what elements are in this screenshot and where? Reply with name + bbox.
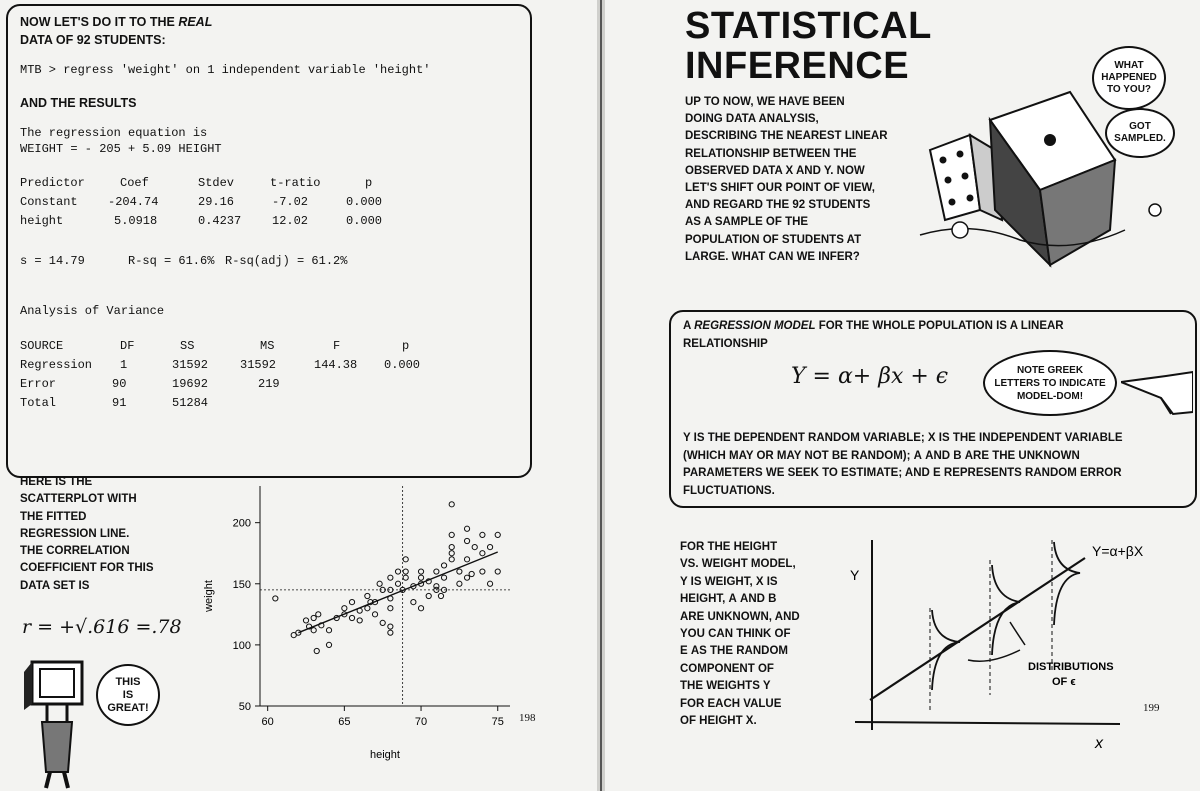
- page-title: [685, 6, 932, 86]
- data-point: [316, 612, 321, 617]
- scatter-caption-line: HERE IS THE: [20, 476, 93, 488]
- data-point: [377, 581, 382, 586]
- data-point: [449, 545, 454, 550]
- page-title-line: INFERENCE: [685, 45, 910, 87]
- data-point: [438, 593, 443, 598]
- data-point: [469, 571, 474, 576]
- coef-table: [20, 176, 520, 236]
- anova-row-error-ms: 219: [258, 377, 280, 391]
- x-tick-label: 65: [338, 716, 351, 728]
- note-greek-bubble: [983, 350, 1117, 416]
- anova-header-ss: SS: [180, 339, 195, 353]
- data-point: [388, 624, 393, 629]
- coef-row-height-name: height: [20, 214, 64, 228]
- correlation-formula: r = +√.616 =.78: [22, 616, 182, 638]
- regression-eq: WEIGHT = - 205 + 5.09 HEIGHT: [20, 142, 222, 156]
- data-point: [365, 593, 370, 598]
- intro-line1-prefix: NOW LET'S DO IT TO THE: [20, 15, 175, 29]
- data-point: [326, 642, 331, 647]
- model-intro-emph: REGRESSION MODEL: [694, 320, 816, 332]
- data-point: [342, 606, 347, 611]
- bubble-line: GREAT!: [107, 701, 149, 714]
- anova-row-regression-f: 144.38: [314, 358, 358, 372]
- data-point: [457, 569, 462, 574]
- data-point: [403, 569, 408, 574]
- data-point: [349, 600, 354, 605]
- anova-header-p: p: [402, 339, 410, 353]
- results-label: AND THE RESULTS: [20, 96, 137, 110]
- diagram-dist-label-1: DISTRIBUTIONS: [1028, 661, 1114, 673]
- data-point: [380, 620, 385, 625]
- anova-title: Analysis of Variance: [20, 304, 165, 318]
- data-point: [449, 532, 454, 537]
- intro-line: DOING DATA ANALYSIS,: [685, 113, 819, 126]
- model-description: [683, 430, 1123, 500]
- diagram-y-label: Y: [850, 567, 860, 583]
- coef-row-height-tratio: 12.02: [272, 214, 309, 228]
- data-point: [464, 538, 469, 543]
- bubble-line: GOT: [1129, 121, 1151, 132]
- what-happened-bubble: [1092, 46, 1166, 110]
- x-tick-label: 75: [491, 716, 504, 728]
- model-desc-line: (WHICH MAY OR MAY NOT BE RANDOM); Α AND Β ARE THE UNKNOWN: [683, 449, 1080, 462]
- regression-eq-label: The regression equation is: [20, 126, 208, 140]
- book-gutter: [597, 0, 605, 791]
- data-point: [480, 569, 485, 574]
- fit-stat-s: s = 14.79: [20, 254, 85, 268]
- coef-header-predictor: Predictor: [20, 176, 85, 190]
- data-point: [480, 532, 485, 537]
- scatter-caption-line: REGRESSION LINE.: [20, 527, 130, 540]
- data-point: [357, 618, 362, 623]
- data-point: [495, 532, 500, 537]
- coef-row-height-coef: 5.0918: [114, 214, 158, 228]
- intro-line: POPULATION OF STUDENTS AT: [685, 233, 862, 246]
- anova-row-error-ss: 19692: [172, 377, 209, 391]
- intro-line1-emph: REAL: [178, 15, 213, 29]
- anova-row-regression-p: 0.000: [384, 358, 421, 372]
- model-diagram: [830, 530, 1160, 760]
- this-is-great-bubble: [96, 664, 160, 726]
- data-point: [388, 606, 393, 611]
- data-point: [388, 596, 393, 601]
- data-point: [395, 569, 400, 574]
- bottom-line: OF HEIGHT X.: [680, 715, 757, 728]
- coef-header-p: p: [365, 176, 373, 190]
- model-desc-line: FLUCTUATIONS.: [683, 484, 775, 497]
- fit-stat-rsq-adj: R-sq(adj) = 61.2%: [225, 254, 348, 268]
- coef-header-coef: Coef: [120, 176, 149, 190]
- coef-header-tratio: t-ratio: [270, 176, 321, 190]
- data-point: [426, 593, 431, 598]
- regression-model-box: [669, 310, 1197, 508]
- pointing-hand-illustration: [1121, 352, 1193, 422]
- data-point: [388, 630, 393, 635]
- anova-header-f: F: [333, 339, 341, 353]
- bottom-line: COMPONENT OF: [680, 662, 774, 675]
- scatter-caption: [20, 474, 154, 595]
- intro-line: OBSERVED DATA X AND Y. NOW: [685, 164, 865, 177]
- data-point: [449, 557, 454, 562]
- bottom-line: VS. WEIGHT MODEL,: [680, 558, 796, 571]
- coef-row-constant-tratio: -7.02: [272, 195, 309, 209]
- scatter-caption-line: THE CORRELATION: [20, 545, 130, 558]
- intro-line: UP TO NOW, WE HAVE BEEN: [685, 96, 845, 108]
- bottom-line: YOU CAN THINK OF: [680, 628, 791, 641]
- data-point: [273, 596, 278, 601]
- anova-row-total-df: 91: [112, 396, 127, 410]
- data-point: [388, 575, 393, 580]
- bubble-line: LETTERS TO INDICATE: [994, 377, 1106, 389]
- bottom-line: HEIGHT, Α AND Β: [680, 593, 777, 606]
- model-formula: Y = α+ βx + ϵ: [791, 364, 949, 389]
- data-point: [314, 648, 319, 653]
- computer-character-illustration: [22, 652, 102, 791]
- intro-line2: DATA OF 92 STUDENTS:: [20, 32, 166, 47]
- data-point: [449, 551, 454, 556]
- data-point: [303, 618, 308, 623]
- data-point: [487, 545, 492, 550]
- intro-line: AND REGARD THE 92 STUDENTS: [685, 199, 871, 212]
- intro-line: AS A SAMPLE OF THE: [685, 216, 809, 229]
- coef-row-constant-coef: -204.74: [108, 195, 159, 209]
- coef-header-stdev: Stdev: [198, 176, 235, 190]
- data-point: [326, 628, 331, 633]
- model-intro-prefix: A: [683, 320, 691, 332]
- data-point: [472, 545, 477, 550]
- bubble-line: WHAT: [1114, 60, 1144, 71]
- data-point: [311, 628, 316, 633]
- got-sampled-bubble: [1105, 108, 1175, 158]
- mtb-command: MTB > regress 'weight' on 1 independent variable 'height': [20, 63, 431, 77]
- data-point: [449, 502, 454, 507]
- data-point: [418, 569, 423, 574]
- data-point: [495, 569, 500, 574]
- y-tick-label: 100: [232, 639, 251, 652]
- scatter-caption-line: DATA SET IS: [20, 579, 90, 592]
- intro-line: DESCRIBING THE NEAREST LINEAR: [685, 130, 888, 143]
- anova-row-regression-ss: 31592: [172, 358, 209, 372]
- y-tick-label: 150: [232, 578, 251, 591]
- coef-row-height-stdev: 0.4237: [198, 214, 242, 228]
- anova-header-df: DF: [120, 339, 135, 353]
- anova-row-total-ss: 51284: [172, 396, 209, 410]
- intro-line: RELATIONSHIP BETWEEN THE: [685, 147, 857, 160]
- data-point: [311, 615, 316, 620]
- regression-line: [298, 552, 497, 633]
- bottom-line: Ε AS THE RANDOM: [680, 645, 788, 658]
- y-tick-label: 50: [238, 701, 251, 713]
- data-point: [403, 557, 408, 562]
- data-point: [441, 575, 446, 580]
- data-point: [457, 581, 462, 586]
- bottom-line: ARE UNKNOWN, AND: [680, 610, 800, 623]
- x-axis-label: height: [370, 749, 400, 761]
- y-tick-label: 200: [232, 517, 251, 530]
- distribution-arrow-2: [1010, 622, 1025, 645]
- fit-stat-rsq: R-sq = 61.6%: [128, 254, 215, 268]
- anova-row-regression-source: Regression: [20, 358, 93, 372]
- data-point: [418, 575, 423, 580]
- diagram-dist-label-2: OF ϵ: [1052, 676, 1076, 688]
- bubble-line: HAPPENED: [1101, 72, 1157, 83]
- coef-row-constant-name: Constant: [20, 195, 78, 209]
- scatter-caption-line: COEFFICIENT FOR THIS: [20, 562, 154, 575]
- data-point: [365, 606, 370, 611]
- data-point: [349, 615, 354, 620]
- right-page: [605, 0, 1200, 791]
- model-intro-rest: FOR THE WHOLE POPULATION IS A LINEAR: [818, 320, 1064, 332]
- anova-header-source: SOURCE: [20, 339, 64, 353]
- data-point: [464, 557, 469, 562]
- bubble-line: IS: [122, 688, 134, 701]
- anova-row-total-source: Total: [20, 396, 57, 410]
- scatterplot: [190, 478, 520, 778]
- distribution-arrow-1: [968, 650, 1020, 661]
- page-title-line: STATISTICAL: [685, 5, 932, 47]
- y-axis-label: weight: [203, 580, 215, 612]
- model-desc-line: PARAMETERS WE SEEK TO ESTIMATE; AND Ε REPRESENTS RANDOM ERROR: [683, 467, 1122, 479]
- left-page: [0, 0, 597, 791]
- x-tick-label: 70: [414, 716, 428, 728]
- intro-line: LET'S SHIFT OUR POINT OF VIEW,: [685, 182, 875, 195]
- bottom-paragraph: [680, 539, 800, 730]
- intro-line: LARGE. WHAT CAN WE INFER?: [685, 250, 860, 263]
- model-intro-line2: RELATIONSHIP: [683, 337, 768, 350]
- anova-row-regression-ms: 31592: [240, 358, 277, 372]
- bubble-line: MODEL-DOM!: [1016, 390, 1084, 402]
- model-desc-line: Y IS THE DEPENDENT RANDOM VARIABLE; X IS THE INDEPENDENT VARIABLE: [683, 432, 1123, 444]
- bubble-line: NOTE GREEK: [1016, 364, 1084, 376]
- page-number-left: 198: [519, 712, 536, 724]
- distribution-curve-2: [992, 565, 1020, 655]
- data-point: [464, 575, 469, 580]
- data-point: [395, 581, 400, 586]
- anova-header-ms: MS: [260, 339, 275, 353]
- coef-row-constant-stdev: 29.16: [198, 195, 235, 209]
- scatter-caption-line: THE FITTED: [20, 510, 87, 523]
- bottom-line: THE WEIGHTS Y: [680, 680, 771, 693]
- x-tick-label: 60: [261, 716, 274, 728]
- bottom-line: FOR EACH VALUE: [680, 697, 782, 710]
- data-point: [403, 575, 408, 580]
- page-number-right: 199: [1143, 702, 1160, 714]
- data-point: [441, 563, 446, 568]
- anova-row-error-df: 90: [112, 377, 127, 391]
- anova-table: [20, 339, 520, 419]
- anova-row-error-source: Error: [20, 377, 57, 391]
- bubble-line: TO YOU?: [1106, 84, 1152, 95]
- bubble-line: THIS: [115, 675, 141, 688]
- data-point: [418, 606, 423, 611]
- model-intro: [683, 318, 1064, 353]
- fit-stats: [20, 254, 520, 272]
- data-point: [487, 581, 492, 586]
- data-point: [464, 526, 469, 531]
- coef-row-constant-p: 0.000: [346, 195, 383, 209]
- bottom-line: Y IS WEIGHT, X IS: [680, 575, 778, 588]
- data-point: [357, 608, 362, 613]
- diagram-x-label: x: [1095, 735, 1103, 752]
- data-point: [411, 600, 416, 605]
- bottom-line: FOR THE HEIGHT: [680, 541, 778, 553]
- scatter-caption-line: SCATTERPLOT WITH: [20, 493, 137, 506]
- intro-paragraph: [685, 94, 888, 266]
- bubble-line: SAMPLED.: [1114, 133, 1166, 144]
- data-point: [434, 569, 439, 574]
- data-point: [480, 551, 485, 556]
- data-point: [372, 612, 377, 617]
- distribution-curve-3: [1054, 542, 1080, 625]
- intro-text: [20, 14, 212, 49]
- coef-row-height-p: 0.000: [346, 214, 383, 228]
- diagram-line-label: Y=α+βX: [1092, 543, 1144, 559]
- diagram-x-axis: [855, 722, 1120, 724]
- anova-row-regression-df: 1: [120, 358, 128, 372]
- regression-output-box: [6, 4, 532, 478]
